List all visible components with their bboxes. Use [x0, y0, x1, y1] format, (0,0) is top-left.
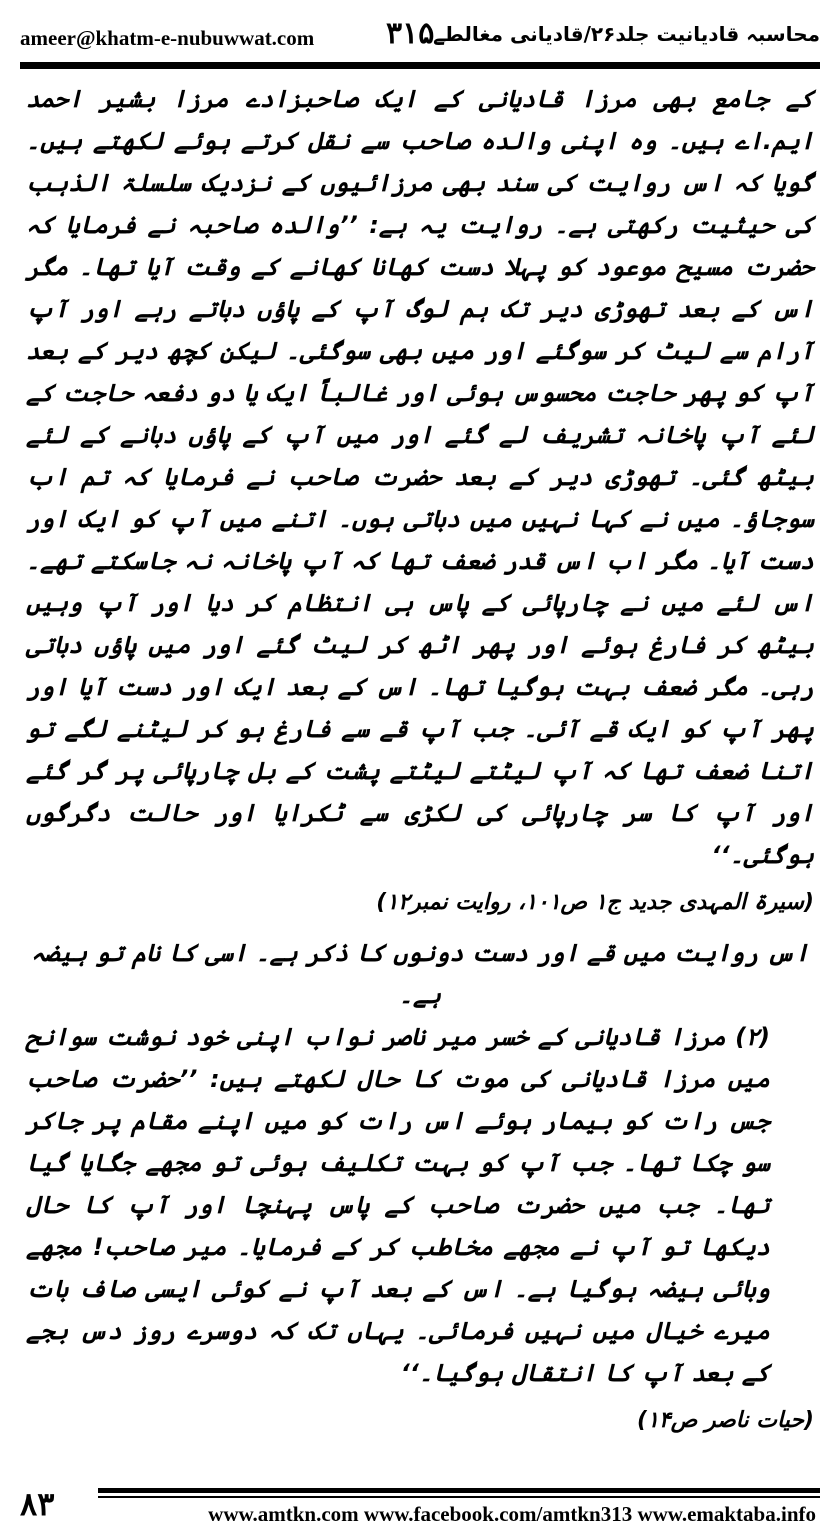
page-footer: [20, 1482, 820, 1532]
page-header: [20, 8, 820, 58]
paragraph-3: (۲) مرزا قادیانی کے خسر میر ناصر نواب اپنی خود نوشت سوانح میں مرزا قادیانی کی موت کا حال لکھتے ہیں: ’’حضرت صاحب جس رات کو بیمار ہوئے اس رات کو میں اپنے مقام پر جاکر سو چکا تھا۔ جب آپ کو بہت تکلیف ہوئی تو مجھے جگایا گیا تھا۔ جب میں حضرت صاحب کے پاس پہنچا اور آپ کا حال دیکھا تو آپ نے مجھے مخاطب کر کے فرمایا۔ میر صاحب! مجھے وبائی ہیضہ ہوگیا ہے۔ اس کے بعد آپ نے کوئی ایسی صاف بات میرے خیال میں نہیں فرمائی۔ یہاں تک کہ دوسرے روز دس بجے کے بعد آپ کا انتقال ہوگیا۔‘‘: [26, 1023, 770, 1387]
paragraph-2: اس روایت میں قے اور دست دونوں کا ذکر ہے۔ اسی کا نام تو ہیضہ ہے۔: [31, 939, 809, 1009]
header-page-number: ۳۱۵: [386, 16, 435, 51]
paragraph-1: کے جامع بھی مرزا قادیانی کے ایک صاحبزادے مرزا بشیر احمد ایم.اے ہیں۔ وہ اپنی والدہ صاحب سے نقل کرتے ہوئے لکھتے ہیں۔ گویا کہ اس روایت کی سند بھی مرزائیوں کے نزدیک سلسلۃ الذہب کی حیثیت رکھتی ہے۔ روایت یہ ہے: ’’والدہ صاحبہ نے فرمایا کہ حضرت مسیح موعود کو پہلا دست کھانا کھانے کے وقت آیا تھا۔ مگر اس کے بعد تھوڑی دیر تک ہم لوگ آپ کے پاؤں دباتے رہے اور آپ آرام سے لیٹ کر سوگئے اور میں بھی سوگئی۔ لیکن کچھ دیر کے بعد آپ کو پھر حاجت محسوس ہوئی اور غالباً ایک یا دو دفعہ حاجت کے لئے آپ پاخانہ تشریف لے گئے اور میں آپ کے پاؤں دبانے کے لئے بیٹھ گئی۔ تھوڑی دیر کے بعد حضرت صاحب نے فرمایا کہ تم اب سوجاؤ۔ میں نے کہا نہیں میں دباتی ہوں۔ اتنے میں آپ کو ایک اور دست آیا۔ مگر اب اس قدر ضعف تھا کہ آپ پاخانہ نہ جاسکتے تھے۔ اس لئے میں نے چارپائی کے پاس ہی انتظام کر دیا اور آپ وہیں بیٹھ کر فارغ ہوئے اور پھر اٹھ کر لیٹ گئے اور میں پاؤں دباتی رہی۔ مگر ضعف بہت ہوگیا تھا۔ اس کے بعد ایک اور دست آیا اور پھر آپ کو ایک قے آئی۔ جب آپ قے سے فارغ ہو کر لیٹنے لگے تو اتنا ضعف تھا کہ آپ لیٹتے لیٹتے پشت کے بل چارپائی پر گر گئے اور آپ کا سر چارپائی کی لکڑی سے ٹکرایا اور حالت دگرگوں ہوگئی۔‘‘: [26, 85, 814, 869]
header-book-title: محاسبہ قادیانیت جلد۲۶/قادیانی مغالطے: [433, 22, 820, 46]
footer-divider-thin: [98, 1496, 820, 1498]
page-body: [26, 78, 814, 1450]
header-divider: [20, 62, 820, 69]
footer-divider-thick: [98, 1488, 820, 1493]
footer-page-number: ۸۳: [20, 1485, 55, 1523]
citation-1: (سیرۃ المہدی جدید ج۱ ص۱۰۱، روایت نمبر۱۲): [376, 890, 814, 915]
header-email: ameer@khatm-e-nubuwwat.com: [20, 26, 315, 50]
citation-2: (حیات ناصر ص۱۴): [637, 1408, 814, 1433]
footer-links: www.amtkn.com www.facebook.com/amtkn313 www.emaktaba.info: [208, 1502, 816, 1526]
